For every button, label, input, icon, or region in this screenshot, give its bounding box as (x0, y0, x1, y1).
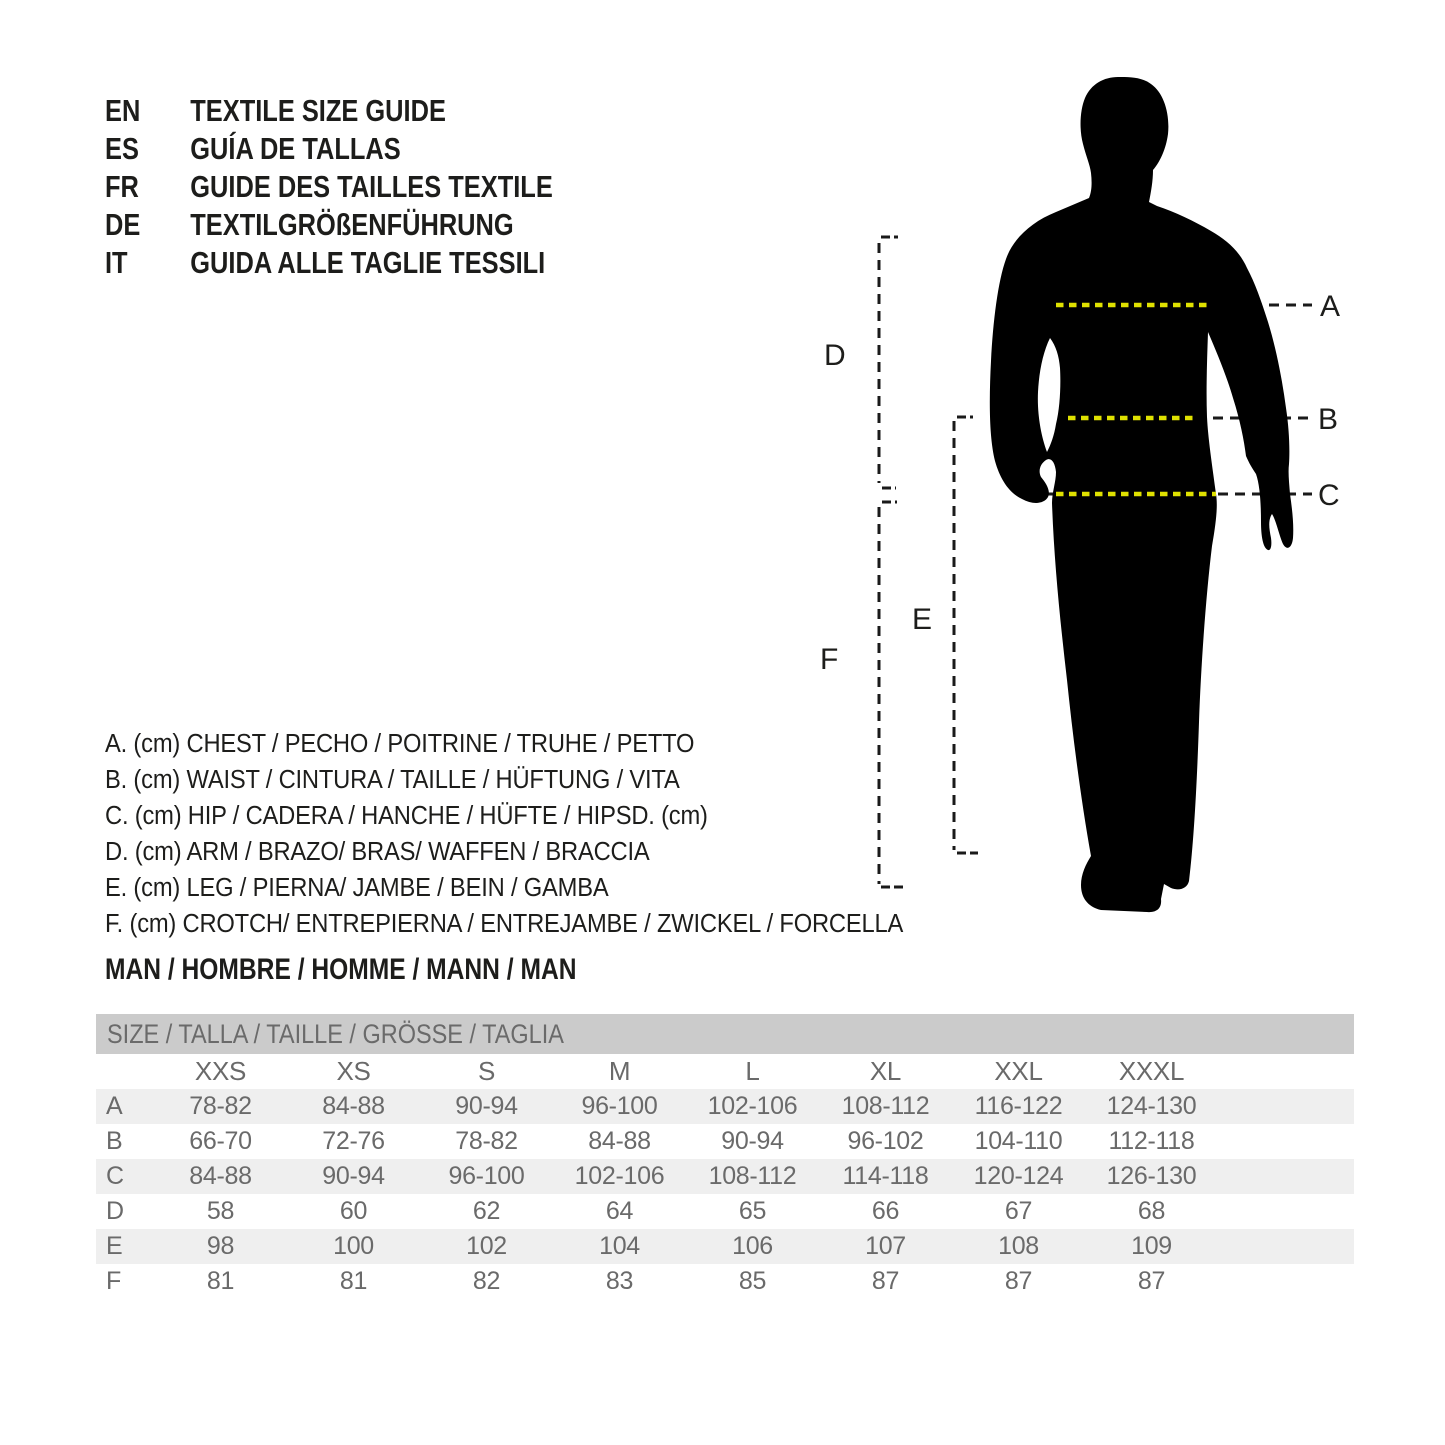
table-cell: 84-88 (189, 1162, 252, 1190)
table-cell: 87 (1137, 1267, 1166, 1295)
legend-hip: C. (cm) HIP / CADERA / HANCHE / HÜFTE / HIPSD. (cm) (105, 802, 708, 830)
table-cell: 72-76 (322, 1127, 385, 1155)
table-cell: 112-118 (1108, 1127, 1195, 1155)
table-cell: 124-130 (1106, 1092, 1197, 1120)
table-cell: 108-112 (841, 1092, 930, 1120)
row-key: D (106, 1197, 124, 1225)
table-cell: 65 (738, 1197, 767, 1225)
guide-title: TEXTILGRÖßENFÜHRUNG (190, 207, 514, 242)
table-cell: 58 (206, 1197, 235, 1225)
table-cell: 66-70 (189, 1127, 252, 1155)
size-column-header: L (745, 1056, 760, 1086)
language-code: EN (105, 93, 141, 128)
table-cell: 81 (206, 1267, 235, 1295)
crotch-label: F (820, 643, 839, 676)
legend-waist: B. (cm) WAIST / CINTURA / TAILLE / HÜFTUNG / VITA (105, 766, 680, 794)
table-row (96, 1159, 1354, 1194)
guide-title: GUÍA DE TALLAS (190, 131, 401, 166)
legend-crotch: F. (cm) CROTCH/ ENTREPIERNA / ENTREJAMBE / ZWICKEL / FORCELLA (105, 910, 904, 938)
size-column-header: XXS (194, 1056, 247, 1086)
table-cell: 87 (871, 1267, 900, 1295)
table-row (96, 1264, 1354, 1299)
table-row (96, 1229, 1354, 1264)
size-column-header: M (608, 1056, 631, 1086)
size-column-header: S (477, 1056, 496, 1086)
table-cell: 102-106 (574, 1162, 665, 1190)
table-cell: 78-82 (455, 1127, 518, 1155)
table-cell: 64 (605, 1197, 634, 1225)
table-row (96, 1124, 1354, 1159)
table-cell: 100 (333, 1232, 374, 1260)
waist-label: B (1318, 403, 1339, 436)
legend-leg: E. (cm) LEG / PIERNA/ JAMBE / BEIN / GAMBA (105, 874, 609, 902)
table-cell: 114-118 (842, 1162, 929, 1190)
language-code: DE (105, 207, 141, 242)
row-key: E (106, 1232, 123, 1260)
man-silhouette (990, 77, 1293, 912)
leg-label: E (912, 603, 933, 636)
table-cell: 84-88 (322, 1092, 385, 1120)
guide-title: TEXTILE SIZE GUIDE (190, 93, 446, 128)
table-cell: 96-102 (847, 1127, 924, 1155)
table-cell: 60 (339, 1197, 368, 1225)
table-header-bar (96, 1014, 1354, 1054)
measurement-legend (105, 726, 963, 942)
size-table (96, 1014, 1354, 1299)
table-cell: 98 (206, 1232, 235, 1260)
arm-label: D (824, 339, 846, 372)
table-cell: 102 (466, 1232, 507, 1260)
table-cell: 104 (599, 1232, 640, 1260)
table-cell: 126-130 (1106, 1162, 1197, 1190)
size-column-header: XXL (994, 1056, 1043, 1086)
table-cell: 108 (998, 1232, 1039, 1260)
table-cell: 68 (1137, 1197, 1166, 1225)
language-code: ES (105, 131, 139, 166)
table-cell: 90-94 (455, 1092, 518, 1120)
row-key: A (106, 1092, 123, 1120)
table-cell: 81 (339, 1267, 368, 1295)
language-code: FR (105, 169, 139, 204)
language-code: IT (105, 245, 128, 280)
table-cell: 96-100 (448, 1162, 525, 1190)
gender-heading: MAN / HOMBRE / HOMME / MANN / MAN (105, 953, 577, 986)
table-cell: 90-94 (322, 1162, 385, 1190)
table-cell: 90-94 (721, 1127, 784, 1155)
size-column-header: XS (336, 1056, 371, 1086)
table-cell: 109 (1131, 1232, 1172, 1260)
table-cell: 78-82 (189, 1092, 252, 1120)
size-column-header: XL (869, 1056, 902, 1086)
table-cell: 66 (871, 1197, 900, 1225)
table-cell: 83 (605, 1267, 634, 1295)
row-key: B (106, 1127, 123, 1155)
table-cell: 116-122 (974, 1092, 1063, 1120)
table-cell: 82 (472, 1267, 501, 1295)
table-cell: 96-100 (581, 1092, 658, 1120)
table-cell: 85 (738, 1267, 767, 1295)
table-cell: 120-124 (973, 1162, 1064, 1190)
size-column-header: XXXL (1118, 1056, 1185, 1086)
hip-label: C (1318, 479, 1340, 512)
legend-chest: A. (cm) CHEST / PECHO / POITRINE / TRUHE / PETTO (105, 730, 695, 758)
table-cell: 102-106 (707, 1092, 798, 1120)
table-cell: 67 (1004, 1197, 1033, 1225)
guide-title: GUIDA ALLE TAGLIE TESSILI (190, 245, 546, 280)
chest-label: A (1320, 290, 1341, 323)
table-row (96, 1089, 1354, 1124)
table-cell: 106 (732, 1232, 773, 1260)
table-cell: 108-112 (708, 1162, 797, 1190)
table-cell: 62 (472, 1197, 501, 1225)
row-key: F (106, 1267, 121, 1295)
guide-title: GUIDE DES TAILLES TEXTILE (190, 169, 553, 204)
table-row (96, 1194, 1354, 1229)
table-cell: 84-88 (588, 1127, 651, 1155)
size-header-row (96, 1054, 1354, 1089)
row-key: C (106, 1162, 124, 1190)
table-cell: 104-110 (974, 1127, 1063, 1155)
table-header-title: SIZE / TALLA / TAILLE / GRÖSSE / TAGLIA (107, 1018, 564, 1049)
table-cell: 87 (1004, 1267, 1033, 1295)
table-cell: 107 (865, 1232, 906, 1260)
legend-arm: D. (cm) ARM / BRAZO/ BRAS/ WAFFEN / BRACCIA (105, 838, 650, 866)
